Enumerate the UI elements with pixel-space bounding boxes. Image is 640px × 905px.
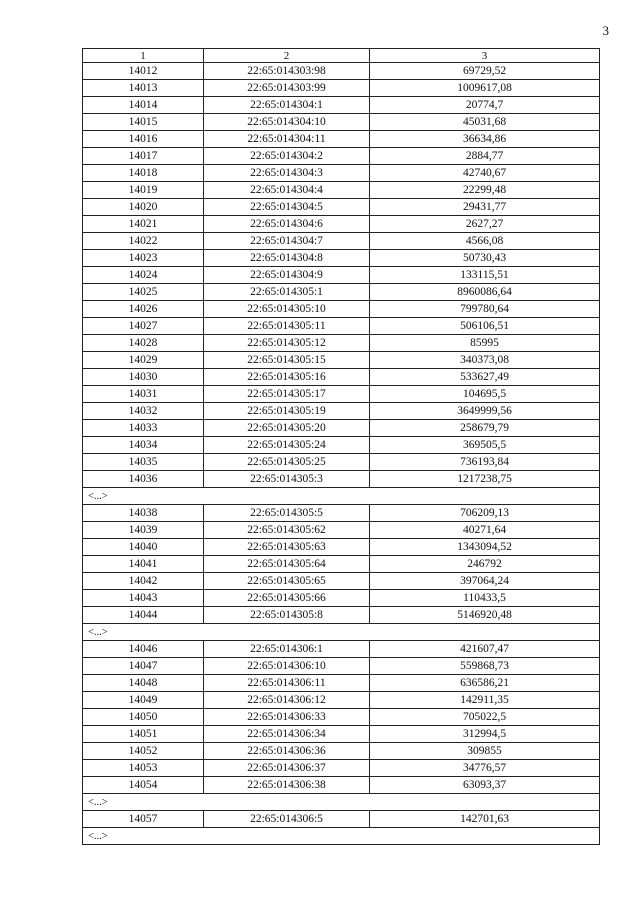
- table-row: [83, 216, 600, 233]
- cadastral-number-cell: 22:65:014304:7: [204, 233, 370, 250]
- row-number-cell: 14057: [83, 811, 204, 828]
- value-cell: 1343094,52: [370, 539, 600, 556]
- row-number-cell: 14019: [83, 182, 204, 199]
- value-cell: 421607,47: [370, 641, 600, 658]
- value-cell: 1009617,08: [370, 80, 600, 97]
- value-cell: 40271,64: [370, 522, 600, 539]
- row-number-cell: 14039: [83, 522, 204, 539]
- table-row: [83, 573, 600, 590]
- omission-row: [83, 828, 600, 845]
- cadastral-number-cell: 22:65:014305:19: [204, 403, 370, 420]
- row-number-cell: 14025: [83, 284, 204, 301]
- value-cell: 63093,37: [370, 777, 600, 794]
- cadastral-number-cell: 22:65:014306:33: [204, 709, 370, 726]
- value-cell: 3649999,56: [370, 403, 600, 420]
- value-cell: 506106,51: [370, 318, 600, 335]
- table-row: [83, 505, 600, 522]
- value-cell: 1217238,75: [370, 471, 600, 488]
- value-cell: 104695,5: [370, 386, 600, 403]
- cadastral-number-cell: 22:65:014305:62: [204, 522, 370, 539]
- value-cell: 705022,5: [370, 709, 600, 726]
- cadastral-number-cell: 22:65:014305:25: [204, 454, 370, 471]
- data-table: [82, 48, 600, 845]
- cadastral-number-cell: 22:65:014305:16: [204, 369, 370, 386]
- row-number-cell: 14027: [83, 318, 204, 335]
- table-row: [83, 352, 600, 369]
- row-number-cell: 14046: [83, 641, 204, 658]
- table-row: [83, 522, 600, 539]
- value-cell: 309855: [370, 743, 600, 760]
- value-cell: 20774,7: [370, 97, 600, 114]
- value-cell: 42740,67: [370, 165, 600, 182]
- table-row: [83, 590, 600, 607]
- value-cell: 22299,48: [370, 182, 600, 199]
- row-number-cell: 14014: [83, 97, 204, 114]
- table-row: [83, 97, 600, 114]
- value-cell: 397064,24: [370, 573, 600, 590]
- row-number-cell: 14031: [83, 386, 204, 403]
- row-number-cell: 14052: [83, 743, 204, 760]
- cadastral-number-cell: 22:65:014305:64: [204, 556, 370, 573]
- cadastral-number-cell: 22:65:014306:34: [204, 726, 370, 743]
- table-row: [83, 811, 600, 828]
- cadastral-number-cell: 22:65:014305:11: [204, 318, 370, 335]
- value-cell: 2884,77: [370, 148, 600, 165]
- value-cell: 706209,13: [370, 505, 600, 522]
- cadastral-number-cell: 22:65:014304:11: [204, 131, 370, 148]
- table-row: [83, 148, 600, 165]
- table-row: [83, 556, 600, 573]
- cadastral-number-cell: 22:65:014306:12: [204, 692, 370, 709]
- omission-marker: <...>: [83, 828, 600, 845]
- row-number-cell: 14029: [83, 352, 204, 369]
- column-header-3: 3: [370, 49, 600, 63]
- table-row: [83, 726, 600, 743]
- value-cell: 258679,79: [370, 420, 600, 437]
- table-row: [83, 675, 600, 692]
- table-row: [83, 709, 600, 726]
- row-number-cell: 14036: [83, 471, 204, 488]
- table-row: [83, 369, 600, 386]
- table-row: [83, 471, 600, 488]
- row-number-cell: 14017: [83, 148, 204, 165]
- table-row: [83, 318, 600, 335]
- table-row: [83, 335, 600, 352]
- table-row: [83, 420, 600, 437]
- value-cell: 5146920,48: [370, 607, 600, 624]
- cadastral-number-cell: 22:65:014305:10: [204, 301, 370, 318]
- cadastral-number-cell: 22:65:014304:4: [204, 182, 370, 199]
- omission-marker: <...>: [83, 488, 600, 505]
- row-number-cell: 14012: [83, 63, 204, 80]
- row-number-cell: 14053: [83, 760, 204, 777]
- value-cell: 736193,84: [370, 454, 600, 471]
- row-number-cell: 14044: [83, 607, 204, 624]
- table-header-row: [83, 49, 600, 63]
- cadastral-number-cell: 22:65:014305:1: [204, 284, 370, 301]
- cadastral-number-cell: 22:65:014306:36: [204, 743, 370, 760]
- row-number-cell: 14020: [83, 199, 204, 216]
- table-row: [83, 743, 600, 760]
- value-cell: 636586,21: [370, 675, 600, 692]
- cadastral-number-cell: 22:65:014305:24: [204, 437, 370, 454]
- value-cell: 799780,64: [370, 301, 600, 318]
- cadastral-number-cell: 22:65:014306:10: [204, 658, 370, 675]
- value-cell: 34776,57: [370, 760, 600, 777]
- cadastral-number-cell: 22:65:014305:63: [204, 539, 370, 556]
- cadastral-number-cell: 22:65:014304:1: [204, 97, 370, 114]
- cadastral-number-cell: 22:65:014305:12: [204, 335, 370, 352]
- table-row: [83, 403, 600, 420]
- value-cell: 8960086,64: [370, 284, 600, 301]
- row-number-cell: 14051: [83, 726, 204, 743]
- table-row: [83, 250, 600, 267]
- value-cell: 340373,08: [370, 352, 600, 369]
- cadastral-number-cell: 22:65:014306:38: [204, 777, 370, 794]
- cadastral-number-cell: 22:65:014306:5: [204, 811, 370, 828]
- row-number-cell: 14050: [83, 709, 204, 726]
- row-number-cell: 14034: [83, 437, 204, 454]
- cadastral-number-cell: 22:65:014304:6: [204, 216, 370, 233]
- value-cell: 133115,51: [370, 267, 600, 284]
- omission-row: [83, 488, 600, 505]
- cadastral-number-cell: 22:65:014305:66: [204, 590, 370, 607]
- row-number-cell: 14032: [83, 403, 204, 420]
- table-row: [83, 301, 600, 318]
- row-number-cell: 14041: [83, 556, 204, 573]
- value-cell: 142911,35: [370, 692, 600, 709]
- cadastral-number-cell: 22:65:014306:11: [204, 675, 370, 692]
- cadastral-number-cell: 22:65:014304:2: [204, 148, 370, 165]
- cadastral-number-cell: 22:65:014304:9: [204, 267, 370, 284]
- table-row: [83, 165, 600, 182]
- value-cell: 29431,77: [370, 199, 600, 216]
- value-cell: 533627,49: [370, 369, 600, 386]
- column-header-2: 2: [204, 49, 370, 63]
- value-cell: 312994,5: [370, 726, 600, 743]
- cadastral-number-cell: 22:65:014304:5: [204, 199, 370, 216]
- page-number: 3: [602, 23, 609, 38]
- value-cell: 4566,08: [370, 233, 600, 250]
- cadastral-number-cell: 22:65:014305:8: [204, 607, 370, 624]
- table-row: [83, 437, 600, 454]
- row-number-cell: 14047: [83, 658, 204, 675]
- omission-row: [83, 794, 600, 811]
- omission-marker: <...>: [83, 794, 600, 811]
- table-row: [83, 114, 600, 131]
- table-row: [83, 182, 600, 199]
- cadastral-number-cell: 22:65:014306:1: [204, 641, 370, 658]
- row-number-cell: 14030: [83, 369, 204, 386]
- table-body: [83, 63, 600, 845]
- row-number-cell: 14048: [83, 675, 204, 692]
- cadastral-number-cell: 22:65:014305:65: [204, 573, 370, 590]
- table-row: [83, 658, 600, 675]
- table-row: [83, 777, 600, 794]
- omission-row: [83, 624, 600, 641]
- table-row: [83, 454, 600, 471]
- cadastral-number-cell: 22:65:014303:98: [204, 63, 370, 80]
- value-cell: 369505,5: [370, 437, 600, 454]
- value-cell: 45031,68: [370, 114, 600, 131]
- table-row: [83, 386, 600, 403]
- table-row: [83, 641, 600, 658]
- cadastral-number-cell: 22:65:014304:3: [204, 165, 370, 182]
- row-number-cell: 14022: [83, 233, 204, 250]
- value-cell: 246792: [370, 556, 600, 573]
- row-number-cell: 14013: [83, 80, 204, 97]
- table-row: [83, 63, 600, 80]
- table-row: [83, 131, 600, 148]
- omission-marker: <...>: [83, 624, 600, 641]
- table-row: [83, 539, 600, 556]
- row-number-cell: 14021: [83, 216, 204, 233]
- value-cell: 110433,5: [370, 590, 600, 607]
- row-number-cell: 14042: [83, 573, 204, 590]
- cadastral-number-cell: 22:65:014303:99: [204, 80, 370, 97]
- cadastral-number-cell: 22:65:014305:20: [204, 420, 370, 437]
- value-cell: 142701,63: [370, 811, 600, 828]
- row-number-cell: 14043: [83, 590, 204, 607]
- table-row: [83, 267, 600, 284]
- cadastral-number-cell: 22:65:014304:10: [204, 114, 370, 131]
- row-number-cell: 14024: [83, 267, 204, 284]
- cadastral-number-cell: 22:65:014305:15: [204, 352, 370, 369]
- value-cell: 2627,27: [370, 216, 600, 233]
- cadastral-number-cell: 22:65:014304:8: [204, 250, 370, 267]
- row-number-cell: 14038: [83, 505, 204, 522]
- row-number-cell: 14033: [83, 420, 204, 437]
- row-number-cell: 14018: [83, 165, 204, 182]
- table-row: [83, 607, 600, 624]
- table-row: [83, 284, 600, 301]
- value-cell: 559868,73: [370, 658, 600, 675]
- row-number-cell: 14015: [83, 114, 204, 131]
- row-number-cell: 14023: [83, 250, 204, 267]
- table-row: [83, 760, 600, 777]
- cadastral-number-cell: 22:65:014305:17: [204, 386, 370, 403]
- row-number-cell: 14049: [83, 692, 204, 709]
- value-cell: 85995: [370, 335, 600, 352]
- row-number-cell: 14054: [83, 777, 204, 794]
- cadastral-number-cell: 22:65:014306:37: [204, 760, 370, 777]
- cadastral-number-cell: 22:65:014305:3: [204, 471, 370, 488]
- value-cell: 50730,43: [370, 250, 600, 267]
- table-row: [83, 80, 600, 97]
- row-number-cell: 14040: [83, 539, 204, 556]
- table-row: [83, 233, 600, 250]
- column-header-1: 1: [83, 49, 204, 63]
- table-row: [83, 199, 600, 216]
- row-number-cell: 14028: [83, 335, 204, 352]
- table-row: [83, 692, 600, 709]
- row-number-cell: 14026: [83, 301, 204, 318]
- row-number-cell: 14016: [83, 131, 204, 148]
- value-cell: 36634,86: [370, 131, 600, 148]
- value-cell: 69729,52: [370, 63, 600, 80]
- cadastral-number-cell: 22:65:014305:5: [204, 505, 370, 522]
- row-number-cell: 14035: [83, 454, 204, 471]
